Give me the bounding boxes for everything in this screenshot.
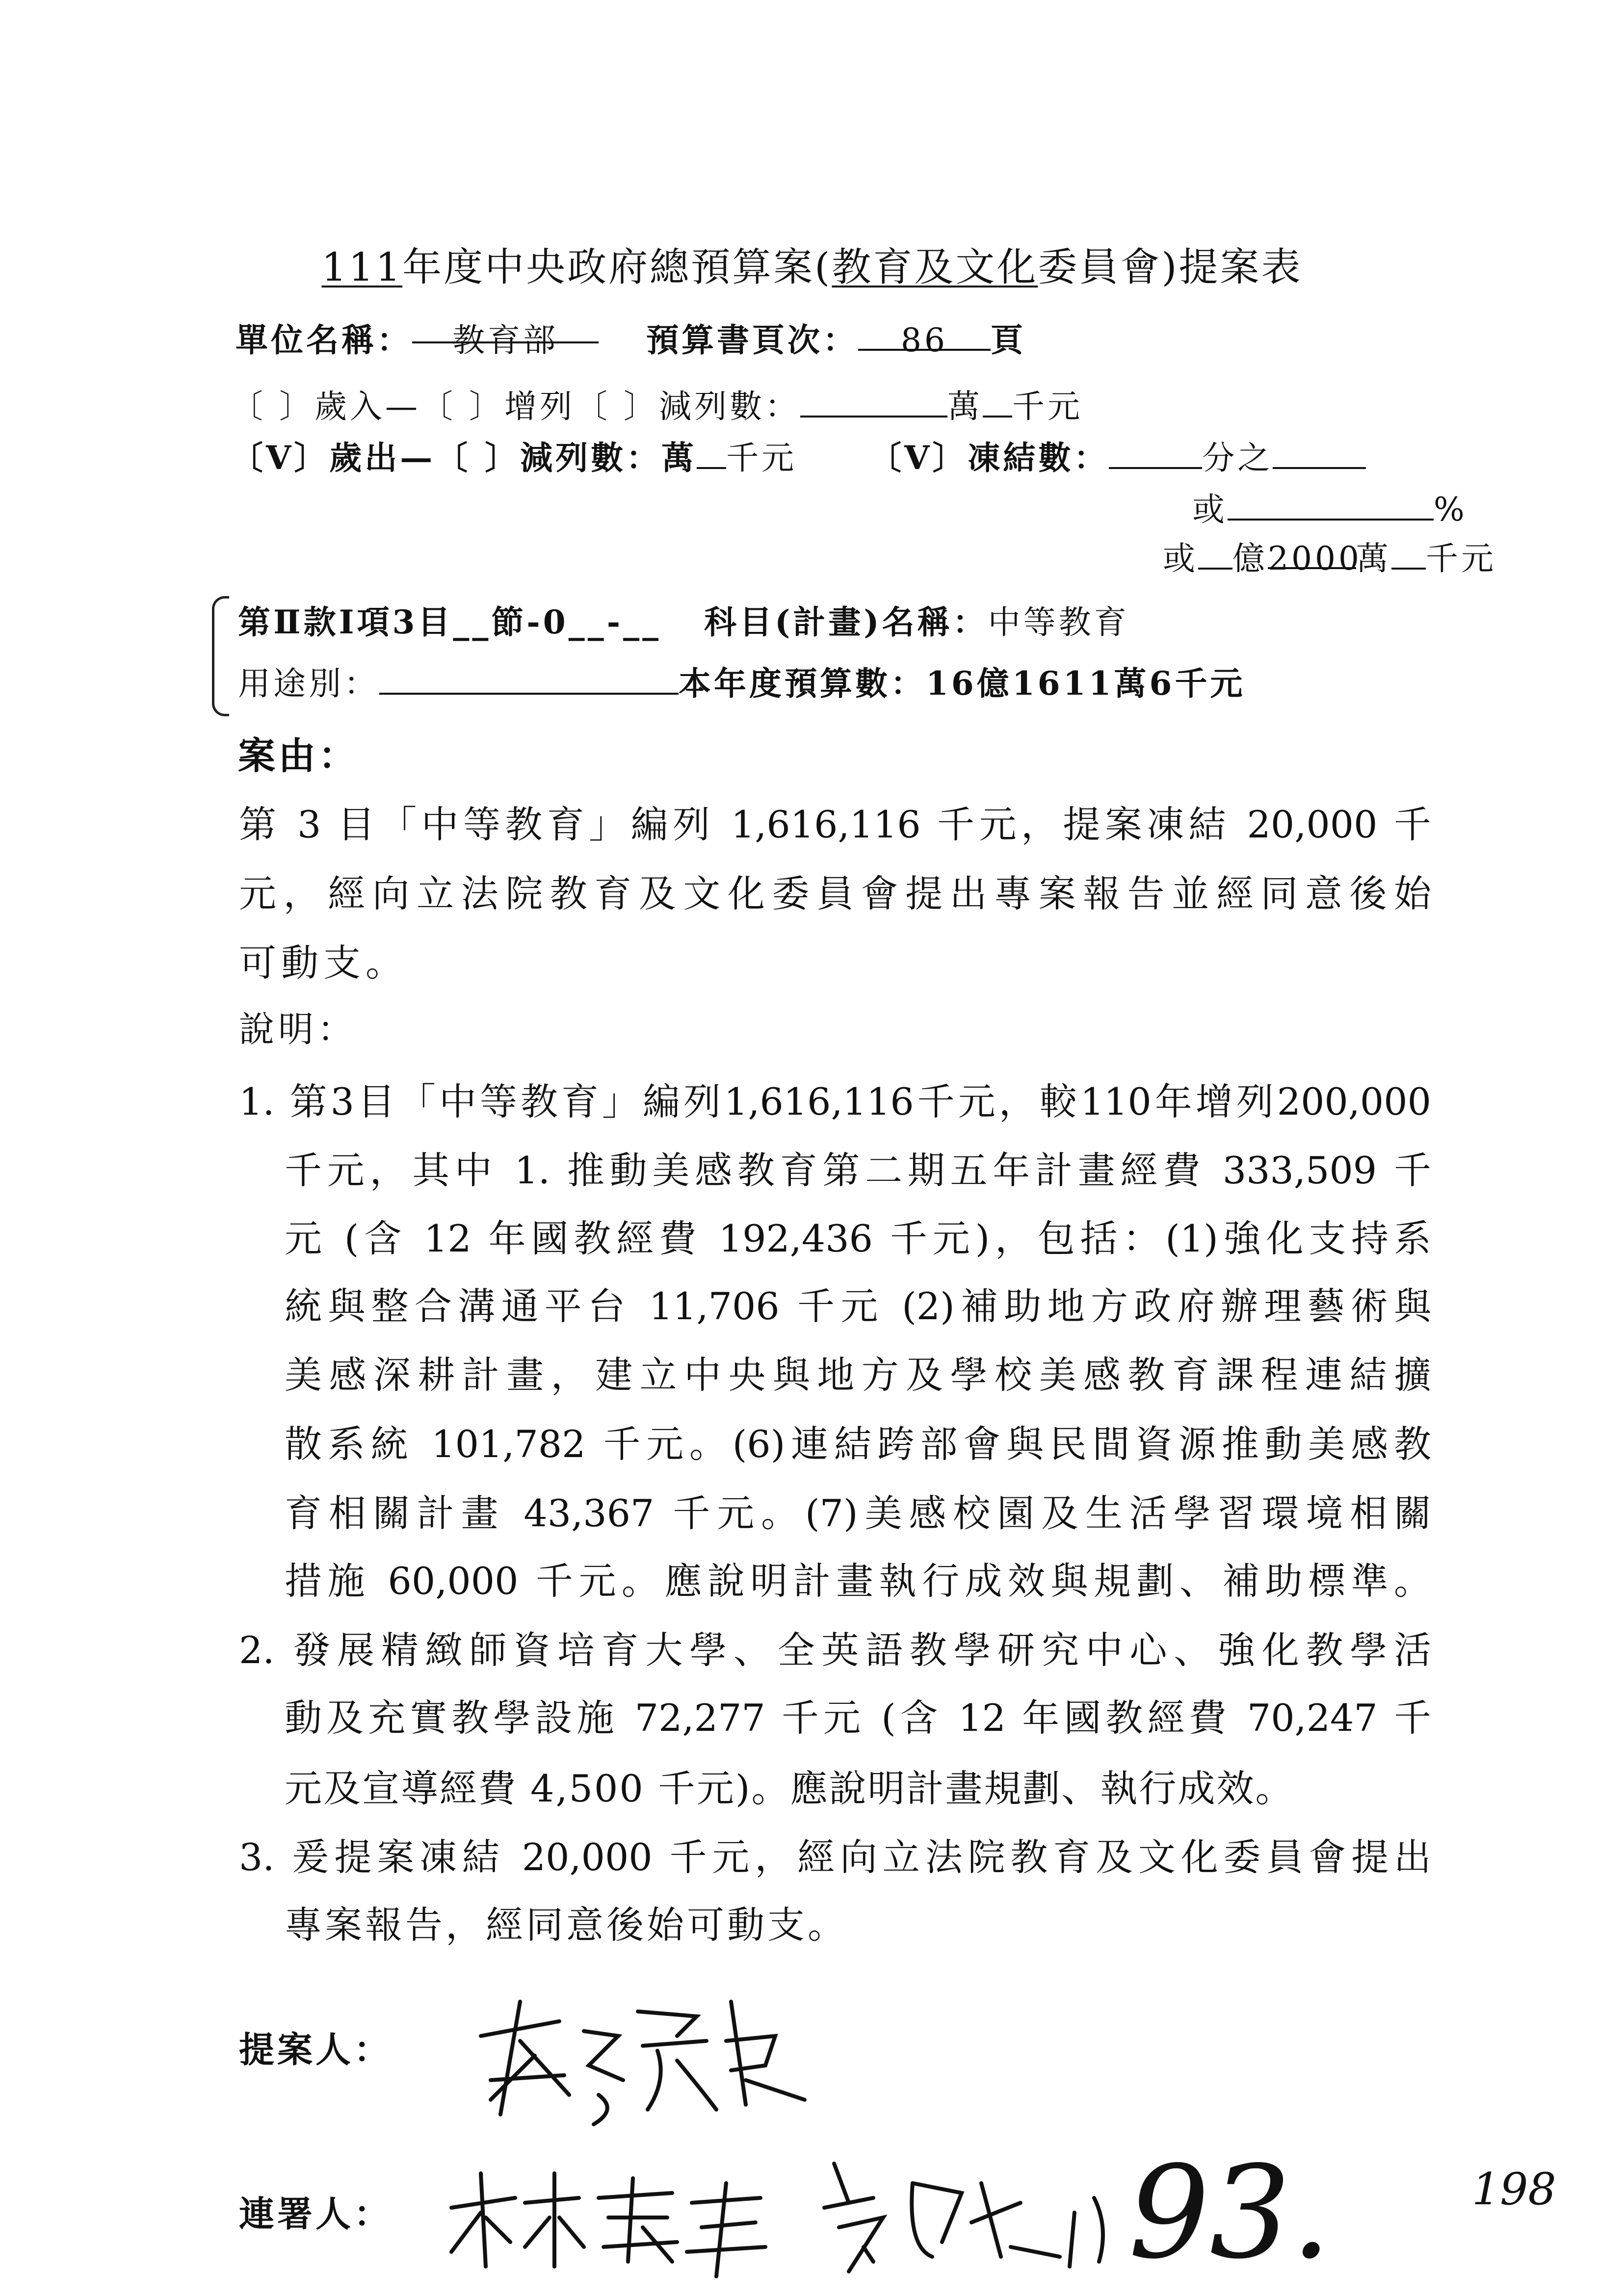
usage-row [238, 657, 1245, 704]
revenue-text: 〔 〕歲入—〔 〕增列〔 〕減列數： [231, 388, 800, 425]
expense-qian: 千元 [726, 439, 797, 477]
qian-label: 千元 [1426, 540, 1496, 577]
page-value: 86 [900, 321, 948, 359]
reason-line: 元，經向立法院教育及文化委員會提出專案報告並經同意後始 [239, 872, 1431, 915]
percent-sign: % [1434, 491, 1467, 528]
explanation-line: 1. 第3目「中等教育」編列1,616,116千元，較110年增列200,000 [239, 1080, 1431, 1123]
page-value-field [858, 321, 991, 359]
freeze-blank1 [1109, 440, 1202, 469]
wan-field [1268, 540, 1362, 577]
wan-label: 萬 [1356, 540, 1391, 577]
title-post: 委員會)提案表 [1038, 244, 1303, 290]
explanation-line: 統與整合溝通平台 11,706 千元 (2)補助地方政府辦理藝術與 [285, 1284, 1431, 1328]
wan-value: 2000 [1268, 540, 1362, 577]
revenue-blank2 [983, 388, 1012, 417]
item-line: 第Ⅱ款Ⅰ項3目__節-0__-__ [238, 603, 662, 641]
document-title [0, 235, 1624, 292]
freeze-label: 〔V〕凍結數： [869, 439, 1109, 477]
or-amount-row [1163, 532, 1496, 579]
reason-line: 可動支。 [239, 941, 408, 985]
page-suffix: 頁 [990, 321, 1026, 359]
explanation-line: 專案報告，經同意後始可動支。 [285, 1903, 848, 1947]
or-percent-row [1192, 483, 1467, 530]
yi-blank [1198, 540, 1232, 570]
explanation-line: 動及充實教學設施 72,277 千元 (含 12 年國教經費 70,247 千 [285, 1696, 1431, 1740]
title-pre: 年度中央政府總預算案( [402, 244, 832, 290]
cosigner-signatures [442, 2100, 1374, 2286]
item-name-label: 科目(計畫)名稱： [704, 603, 988, 641]
revenue-wan: 萬 [947, 388, 983, 425]
expense-text: 〔V〕歲出—〔 〕減列數：萬 [231, 439, 697, 477]
revenue-blank [800, 388, 947, 417]
yi-label: 億 [1232, 540, 1268, 577]
usage-label: 用途別： [238, 665, 379, 703]
expense-row [231, 432, 1366, 478]
reason-line: 第 3 目「中等教育」編列 1,616,116 千元，提案凍結 20,000 千 [239, 803, 1431, 846]
freeze-fen: 分之 [1202, 439, 1273, 477]
page-number: 198 [1472, 2164, 1556, 2215]
explanation-line: 元及宣導經費 4,500 千元)。應說明計畫規劃、執行成效。 [285, 1767, 1294, 1810]
explanation-line: 3. 爰提案凍結 20,000 千元，經向立法院教育及文化委員會提出 [239, 1835, 1431, 1879]
or-label-2: 或 [1163, 540, 1198, 577]
bracket-decoration [212, 596, 229, 716]
freeze-blank2 [1273, 440, 1366, 469]
title-year: 111 [321, 244, 403, 290]
handwritten-number: 93. [1128, 2139, 1332, 2286]
explanation-line: 千元，其中 1. 推動美感教育第二期五年計畫經費 333,509 千 [285, 1148, 1431, 1192]
reason-heading: 案由： [238, 734, 359, 778]
cosigner-label: 連署人： [239, 2193, 393, 2235]
title-committee: 教育及文化 [832, 244, 1038, 290]
explanation-line: 散系統 101,782 千元。(6)連結跨部會與民間資源推動美感教 [285, 1422, 1431, 1466]
explanation-line: 措施 60,000 千元。應說明計畫執行成效與規劃、補助標準。 [285, 1559, 1431, 1603]
unit-label: 單位名稱： [236, 321, 412, 359]
item-row [238, 596, 1129, 643]
explanation-line: 育相關計畫 43,367 千元。(7)美感校園及生活學習環境相關 [285, 1491, 1431, 1535]
page-label: 預算書頁次： [646, 321, 858, 359]
percent-blank [1228, 491, 1434, 521]
proposer-label: 提案人： [239, 2029, 393, 2070]
item-name-value: 中等教育 [988, 603, 1129, 641]
unit-value-field [412, 314, 599, 359]
explanation-line: 美感深耕計畫，建立中央與地方及學校美感教育課程連結擴 [285, 1353, 1431, 1397]
explanation-line: 元 (含 12 年國教經費 192,436 千元)，包括：(1)強化支持系 [285, 1217, 1431, 1260]
explanation-heading: 說明： [239, 1009, 357, 1050]
unit-value: 教育部 [452, 321, 558, 359]
unit-row [236, 314, 1026, 361]
qian-blank [1391, 540, 1426, 570]
expense-blank [697, 440, 726, 469]
or-label: 或 [1192, 491, 1228, 528]
revenue-qian: 千元 [1012, 388, 1083, 425]
usage-blank [379, 665, 679, 695]
budget-amount: 本年度預算數：16億1611萬6千元 [679, 664, 1246, 703]
explanation-line: 2. 發展精緻師資培育大學、全英語教學研究中心、強化教學活 [239, 1628, 1431, 1672]
revenue-row [231, 380, 1083, 427]
